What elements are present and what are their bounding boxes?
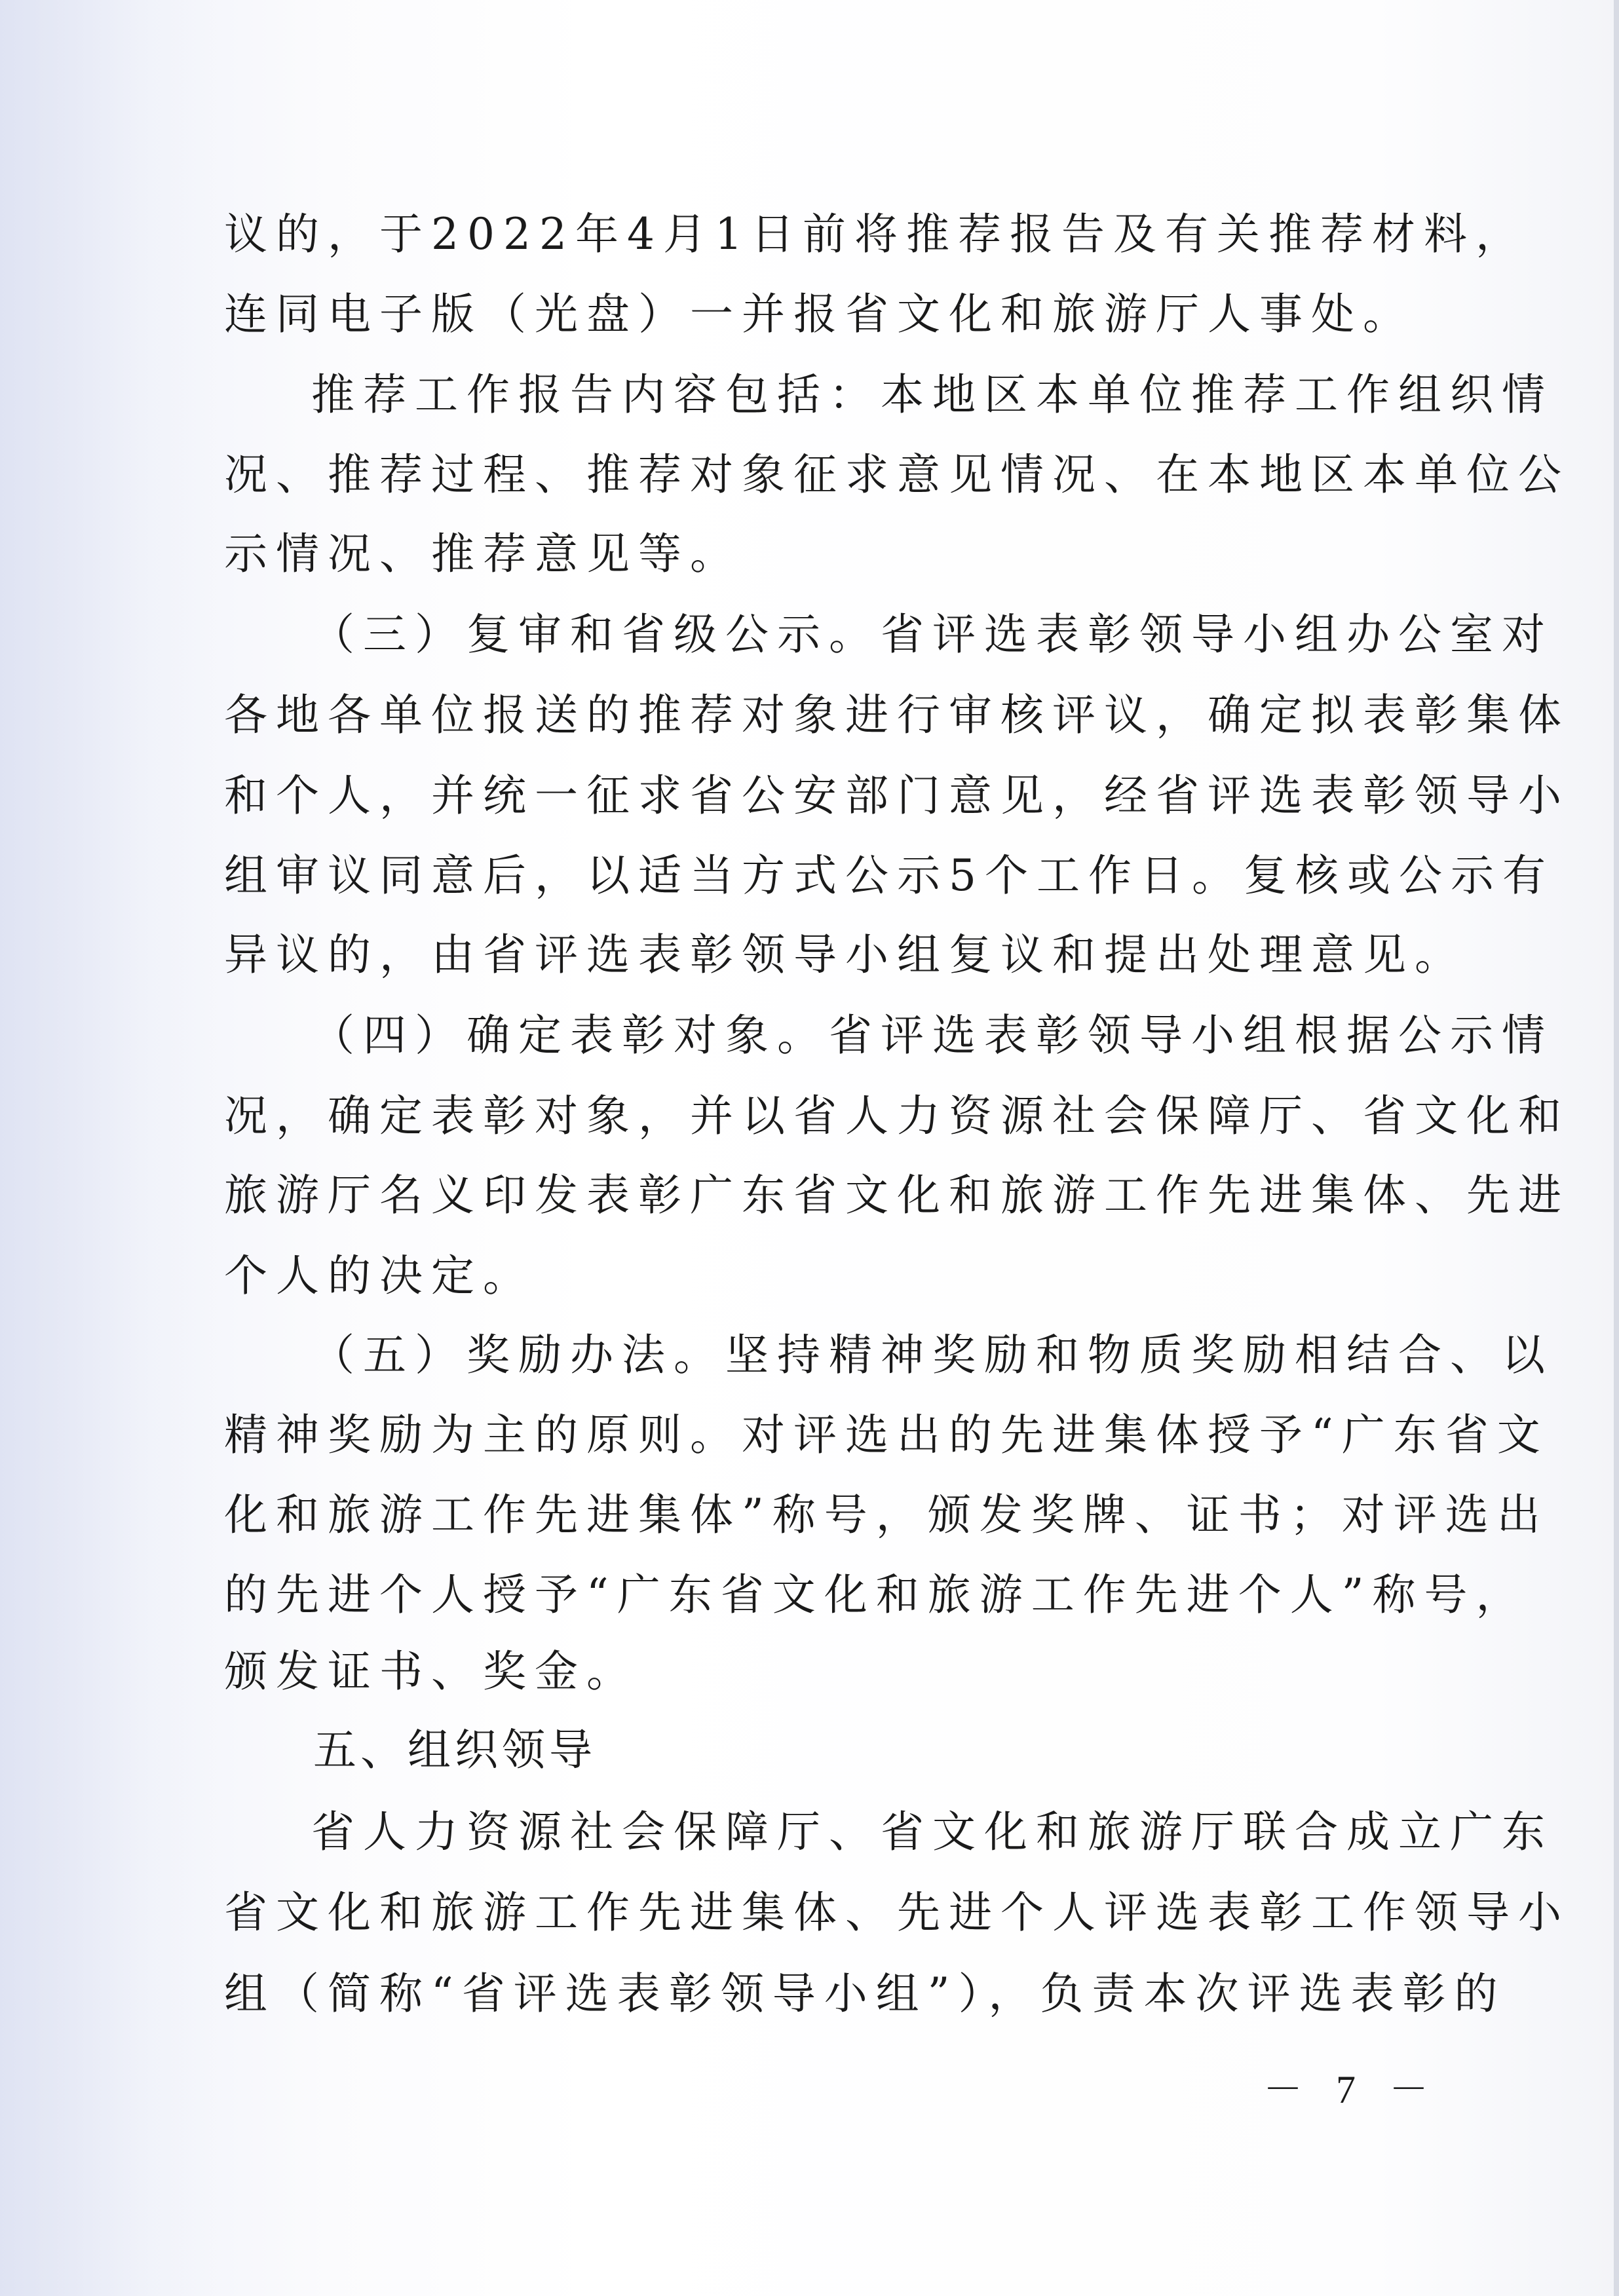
section-4-paragraph: （四）确定表彰对象。省评选表彰领导小组根据公示情 <box>311 1010 1553 1061</box>
body-line: 旅游厅名义印发表彰广东省文化和旅游工作先进集体、先进 <box>224 1170 1570 1220</box>
section-3-paragraph: （三）复审和省级公示。省评选表彰领导小组办公室对 <box>311 609 1553 660</box>
page-number: － 7 － <box>1263 2068 1440 2111</box>
body-line: 和个人，并统一征求省公安部门意见，经省评选表彰领导小 <box>224 770 1570 821</box>
body-line: 议的，于2022年4月1日前将推荐报告及有关推荐材料， <box>224 209 1527 259</box>
body-line: 省文化和旅游工作先进集体、先进个人评选表彰工作领导小 <box>224 1887 1570 1938</box>
body-line: 个人的决定。 <box>224 1251 535 1301</box>
section-5-paragraph: （五）奖励办法。坚持精神奖励和物质奖励相结合、以 <box>311 1330 1553 1380</box>
body-line: 精神奖励为主的原则。对评选出的先进集体授予“广东省文 <box>224 1410 1549 1460</box>
body-line: 况，确定表彰对象，并以省人力资源社会保障厅、省文化和 <box>224 1091 1570 1141</box>
body-line: 的先进个人授予“广东省文化和旅游工作先进个人”称号， <box>224 1570 1528 1620</box>
scan-shadow-left <box>0 0 216 2296</box>
body-line: 化和旅游工作先进集体”称号，颁发奖牌、证书；对评选出 <box>224 1490 1549 1540</box>
body-line: 组审议同意后，以适当方式公示5个工作日。复核或公示有 <box>224 850 1554 901</box>
body-line: 推荐工作报告内容包括：本地区本单位推荐工作组织情 <box>311 369 1553 420</box>
body-line: 组（简称“省评选表彰领导小组”），负责本次评选表彰的 <box>224 1968 1506 2019</box>
body-line: 示情况、推荐意见等。 <box>224 529 742 579</box>
body-line: 异议的，由省评选表彰领导小组复议和提出处理意见。 <box>224 930 1466 980</box>
body-line: 省人力资源社会保障厅、省文化和旅游厅联合成立广东 <box>311 1807 1553 1857</box>
body-line: 各地各单位报送的推荐对象进行审核评议，确定拟表彰集体 <box>224 690 1570 740</box>
section-heading: 五、组织领导 <box>313 1725 596 1775</box>
body-line: 况、推荐过程、推荐对象征求意见情况、在本地区本单位公 <box>224 449 1570 500</box>
scan-shadow-right <box>1614 0 1619 2296</box>
body-line: 颁发证书、奖金。 <box>224 1646 638 1697</box>
body-line: 连同电子版（光盘）一并报省文化和旅游厅人事处。 <box>224 289 1415 339</box>
